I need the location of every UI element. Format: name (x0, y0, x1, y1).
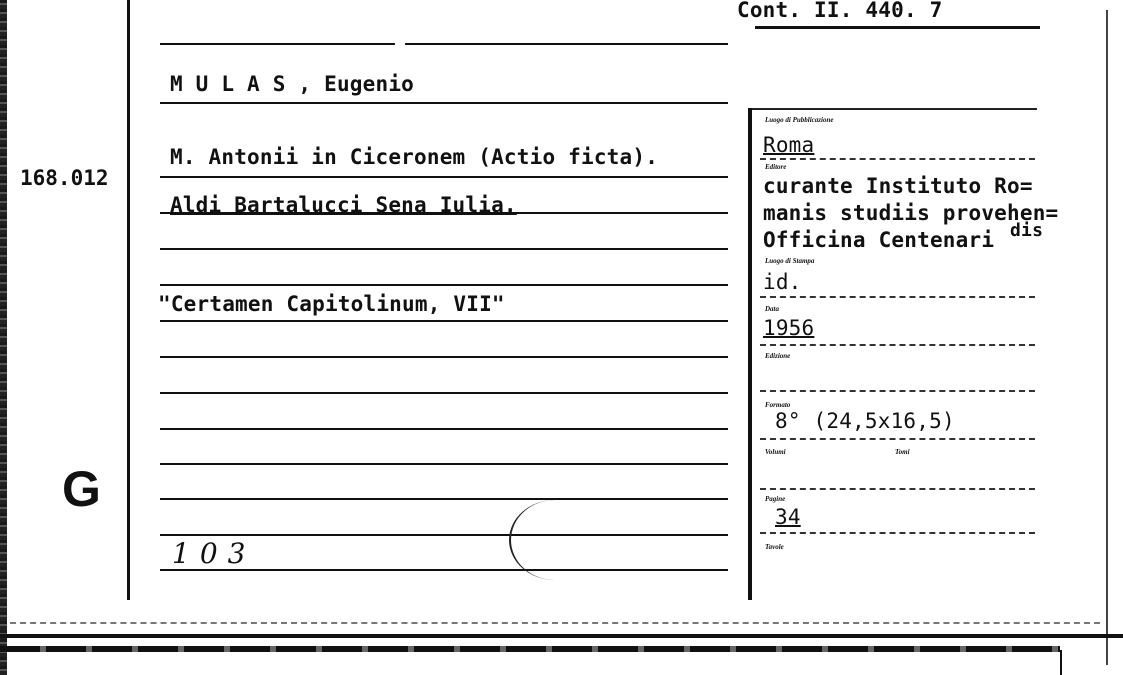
sidebar-rule-6 (760, 488, 1035, 490)
sidebar-rule-5 (760, 438, 1035, 440)
title-line-1: M. Antonii in Ciceronem (Actio ficta). (170, 145, 659, 169)
rule-9 (160, 428, 728, 430)
sidebar-rule-1 (760, 158, 1035, 160)
pages: 34 (775, 505, 801, 529)
label-format: Formato (765, 401, 791, 409)
card-right-edge (1106, 10, 1108, 665)
format: 8° (24,5x16,5) (775, 409, 955, 433)
rule-top-a (160, 43, 395, 45)
series-title: "Certamen Capitolinum, VII" (158, 292, 505, 316)
title-line-2: Aldi Bartalucci Sena Iulia. (170, 193, 517, 217)
label-plates: Tavole (765, 543, 784, 551)
handwritten-number: 103 (172, 537, 256, 570)
sidebar-rule-3 (760, 344, 1035, 346)
rule-10 (160, 463, 728, 465)
catalog-letter: G (62, 461, 101, 517)
rule-2 (160, 176, 728, 178)
rule-4 (160, 248, 728, 250)
shelf-mark: Cont. II. 440. 7 (737, 0, 943, 22)
sidebar-top-rule (752, 108, 1037, 110)
publisher-line-2: manis studiis provehen= (763, 201, 1059, 225)
label-edition: Edizione (765, 352, 791, 360)
label-publisher: Editore (765, 163, 787, 171)
rule-5 (160, 284, 728, 286)
card-bottom-dashed (10, 622, 1100, 624)
label-place-of-publication: Luogo di Pubblicazione (765, 116, 834, 124)
label-tomes: Tomi (895, 448, 910, 456)
place-of-printing: id. (763, 270, 802, 294)
margin-rule-right (748, 108, 752, 600)
rule-8 (160, 392, 728, 394)
label-place-of-printing: Luogo di Stampa (765, 257, 815, 265)
label-date: Data (765, 305, 779, 313)
rule-7 (160, 356, 728, 358)
publisher-line-3: Officina Centenari (763, 228, 995, 252)
rule-top-b (405, 43, 728, 45)
date: 1956 (763, 316, 815, 340)
sidebar-rule-2 (760, 296, 1035, 298)
publisher-line-3-superscript: dis (1010, 220, 1044, 241)
place-of-publication: Roma (763, 133, 815, 157)
sidebar-rule-7 (760, 532, 1035, 534)
card-bottom-edge (0, 634, 1123, 638)
card-right-edge-lower (1060, 650, 1062, 675)
margin-rule-left (127, 0, 130, 600)
classification-number: 168.012 (20, 166, 109, 190)
rule-6 (160, 320, 728, 322)
card-left-edge (0, 0, 7, 675)
rule-12 (160, 534, 728, 536)
label-volumes: Volumi (765, 448, 786, 456)
shelf-mark-underline (755, 26, 1040, 29)
publisher-line-1: curante Instituto Ro= (763, 174, 1033, 198)
sidebar-rule-4 (760, 390, 1035, 392)
rule-1 (160, 102, 728, 104)
card-bottom-shadow (0, 646, 1060, 652)
rule-11 (160, 498, 728, 500)
author-heading: M U L A S , Eugenio (170, 72, 415, 96)
punch-hole (509, 500, 601, 580)
label-pages: Pagine (765, 495, 786, 503)
